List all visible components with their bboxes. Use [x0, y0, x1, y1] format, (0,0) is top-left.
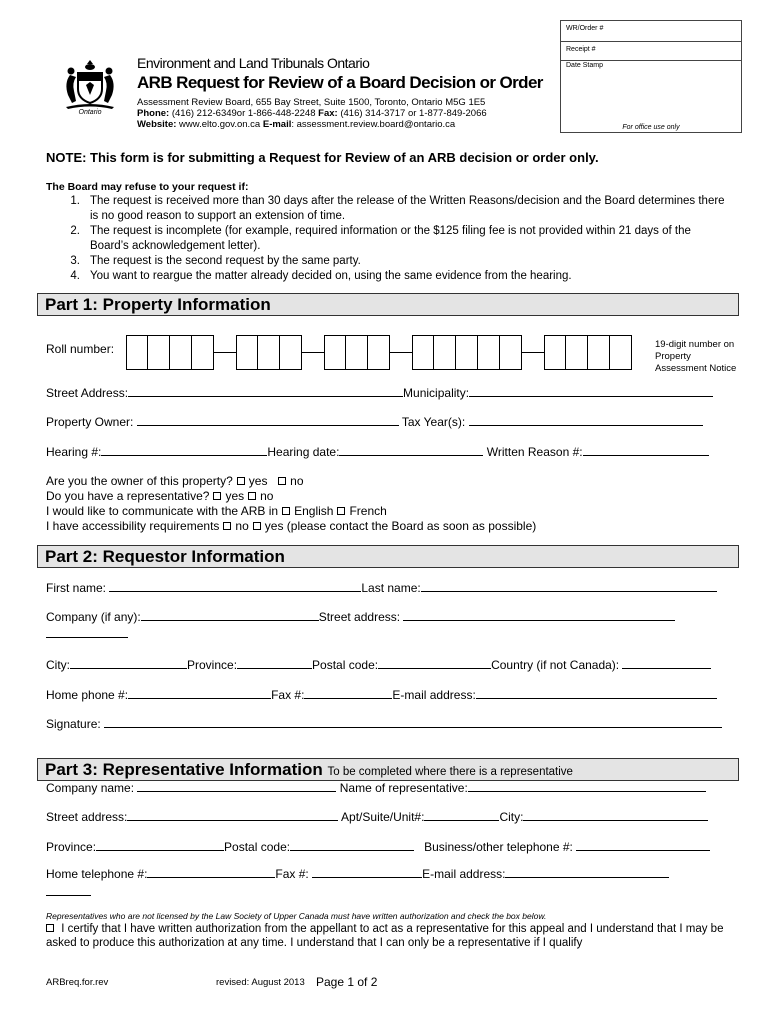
part1-header: Part 1: Property Information: [37, 293, 739, 316]
roll-number-label: Roll number:: [46, 342, 115, 356]
rep-street-input[interactable]: [127, 810, 338, 821]
tax-year-input[interactable]: [469, 415, 703, 426]
roll-digit-box[interactable]: [280, 335, 302, 370]
first-name-input[interactable]: [109, 581, 361, 592]
access-no-checkbox[interactable]: [223, 522, 231, 530]
company-street-row: Company (if any): Street address:: [46, 610, 675, 624]
rep-company-row: Company name: Name of representative:: [46, 781, 706, 795]
rep-apt-input[interactable]: [424, 810, 499, 821]
street-address-input[interactable]: [128, 386, 403, 397]
refuse-heading: The Board may refuse to your request if:: [46, 181, 249, 193]
hearing-row: Hearing #: Hearing date: Written Reason #:: [46, 445, 709, 459]
office-use-note: For office use only: [622, 124, 680, 131]
receipt-field[interactable]: Receipt #: [561, 42, 741, 61]
roll-digit-box[interactable]: [170, 335, 192, 370]
language-question: I would like to communicate with the ARB in English French: [46, 504, 387, 518]
license-note: Representatives who are not licensed by the Law Society of Upper Canada must have written authorization and check the box below.: [46, 911, 547, 921]
requestor-street-input[interactable]: [403, 610, 675, 621]
rep-no-checkbox[interactable]: [248, 492, 256, 500]
owner-question: Are you the owner of this property? yes no: [46, 474, 304, 488]
list-item: 1. The request is received more than 30 days after the release of the Written Reasons/decision and the Board determines there is no good reason to support an extension of time.: [70, 195, 725, 222]
page-number: Page 1 of 2: [316, 975, 378, 989]
accessibility-question: I have accessibility requirements no yes (please contact the Board as soon as possible): [46, 519, 537, 533]
refuse-reasons-list: [46, 194, 726, 284]
french-checkbox[interactable]: [337, 507, 345, 515]
roll-digit-box[interactable]: [346, 335, 368, 370]
rep-continued-input[interactable]: [46, 885, 91, 896]
organization-name: Environment and Land Tribunals Ontario: [137, 55, 370, 71]
ontario-crest-logo: [60, 55, 120, 120]
roll-digit-box[interactable]: [566, 335, 588, 370]
wr-order-field[interactable]: WR/Order #: [561, 21, 741, 42]
street-address-continued-input[interactable]: [46, 627, 128, 638]
last-name-input[interactable]: [421, 581, 717, 592]
roll-digit-box[interactable]: [192, 335, 214, 370]
rep-phone-continuation: [46, 885, 91, 899]
english-checkbox[interactable]: [282, 507, 290, 515]
country-input[interactable]: [622, 658, 711, 669]
street-continuation: [46, 627, 128, 641]
roll-digit-box[interactable]: [434, 335, 456, 370]
rep-street-row: Street address: Apt/Suite/Unit#: City:: [46, 810, 708, 824]
rep-home-phone-input[interactable]: [147, 867, 275, 878]
rep-company-input[interactable]: [137, 781, 336, 792]
postal-code-input[interactable]: [378, 658, 491, 669]
form-id: ARBreq.for.rev: [46, 977, 109, 988]
roll-separator: [522, 352, 544, 353]
roll-digit-box[interactable]: [324, 335, 346, 370]
roll-digit-box[interactable]: [478, 335, 500, 370]
roll-separator: [390, 352, 412, 353]
phone-line: Phone: (416) 212-6349or 1-866-448-2248 Fax: (416) 314-3717 or 1-877-849-2066: [137, 108, 487, 119]
revision-date: revised: August 2013: [216, 977, 305, 988]
email-link[interactable]: : assessment.review.board@ontario.ca: [291, 119, 456, 130]
signature-input[interactable]: [104, 717, 722, 728]
rep-province-input[interactable]: [96, 840, 224, 851]
website-link[interactable]: www.elto.gov.on.ca: [176, 119, 263, 130]
crest-caption: Ontario: [78, 109, 102, 116]
access-yes-checkbox[interactable]: [253, 522, 261, 530]
rep-email-input[interactable]: [505, 867, 669, 878]
hearing-date-input[interactable]: [339, 445, 483, 456]
owner-tax-row: Property Owner: Tax Year(s):: [46, 415, 703, 429]
part2-header: Part 2: Requestor Information: [37, 545, 739, 568]
owner-no-checkbox[interactable]: [278, 477, 286, 485]
roll-digit-box[interactable]: [368, 335, 390, 370]
company-input[interactable]: [141, 610, 319, 621]
rep-business-phone-input[interactable]: [576, 840, 710, 851]
certify-checkbox[interactable]: [46, 924, 54, 932]
roll-digit-box[interactable]: [412, 335, 434, 370]
rep-postal-input[interactable]: [290, 840, 414, 851]
property-questions: [46, 474, 536, 534]
rep-yes-checkbox[interactable]: [213, 492, 221, 500]
roll-separator: [214, 352, 236, 353]
rep-fax-input[interactable]: [312, 867, 422, 878]
contact-block: [137, 97, 487, 130]
roll-digit-box[interactable]: [588, 335, 610, 370]
home-phone-input[interactable]: [128, 688, 271, 699]
part3-header: Part 3: Representative Information To be completed where there is a representative: [37, 758, 739, 781]
roll-digit-box[interactable]: [544, 335, 566, 370]
roll-digit-box[interactable]: [126, 335, 148, 370]
rep-city-input[interactable]: [523, 810, 708, 821]
province-input[interactable]: [237, 658, 312, 669]
representative-question: Do you have a representative? yes no: [46, 489, 274, 503]
form-title: ARB Request for Review of a Board Decision or Order: [137, 73, 543, 92]
roll-digit-box[interactable]: [610, 335, 632, 370]
web-line: Website: www.elto.gov.on.ca E-mail: assessment.review.board@ontario.ca: [137, 119, 456, 130]
fax-input[interactable]: [304, 688, 392, 699]
rep-name-input[interactable]: [468, 781, 706, 792]
certify-statement: I certify that I have written authorization from the appellant to act as a representative for this appeal and I understand that I may be asked to produce this authorization at any time. I understand that I can only be a representative if I qualify: [46, 923, 724, 949]
phone-row: Home phone #: Fax #: E-mail address:: [46, 688, 717, 702]
signature-row: Signature:: [46, 717, 722, 731]
property-owner-input[interactable]: [137, 415, 399, 426]
rep-phone-row: Home telephone #: Fax #: E-mail address:: [46, 867, 669, 881]
roll-number-input[interactable]: [126, 335, 638, 370]
roll-digit-box[interactable]: [148, 335, 170, 370]
list-item: 2. The request is incomplete (for example, required information or the $125 filing fee is not provided within 21 days of the Board’s acknowledgement letter).: [70, 225, 691, 252]
rep-province-row: Province: Postal code: Business/other telephone #:: [46, 840, 710, 854]
municipality-input[interactable]: [469, 386, 713, 397]
city-row: City: Province: Postal code: Country (if not Canada):: [46, 658, 711, 672]
form-note: NOTE: This form is for submitting a Request for Review of an ARB decision or order only.: [46, 150, 599, 165]
board-address: Assessment Review Board, 655 Bay Street, Suite 1500, Toronto, Ontario M5G 1E5: [137, 97, 486, 108]
list-item: 4. You want to reargue the matter already decided on, using the same evidence from the hearing.: [70, 270, 572, 282]
written-reason-input[interactable]: [583, 445, 709, 456]
hearing-number-input[interactable]: [101, 445, 267, 456]
roll-number-note: 19-digit number on Property Assessment Notice: [655, 339, 737, 374]
owner-yes-checkbox[interactable]: [237, 477, 245, 485]
city-input[interactable]: [70, 658, 187, 669]
roll-digit-box[interactable]: [258, 335, 280, 370]
name-row: First name: Last name:: [46, 581, 717, 595]
roll-digit-box[interactable]: [236, 335, 258, 370]
list-item: 3. The request is the second request by the same party.: [70, 255, 361, 267]
roll-digit-box[interactable]: [500, 335, 522, 370]
office-use-box: [560, 20, 742, 133]
roll-digit-box[interactable]: [456, 335, 478, 370]
roll-separator: [302, 352, 324, 353]
date-stamp-label: Date Stamp: [566, 62, 603, 69]
street-municipality-row: Street Address: Municipality:: [46, 386, 713, 400]
email-input[interactable]: [476, 688, 717, 699]
